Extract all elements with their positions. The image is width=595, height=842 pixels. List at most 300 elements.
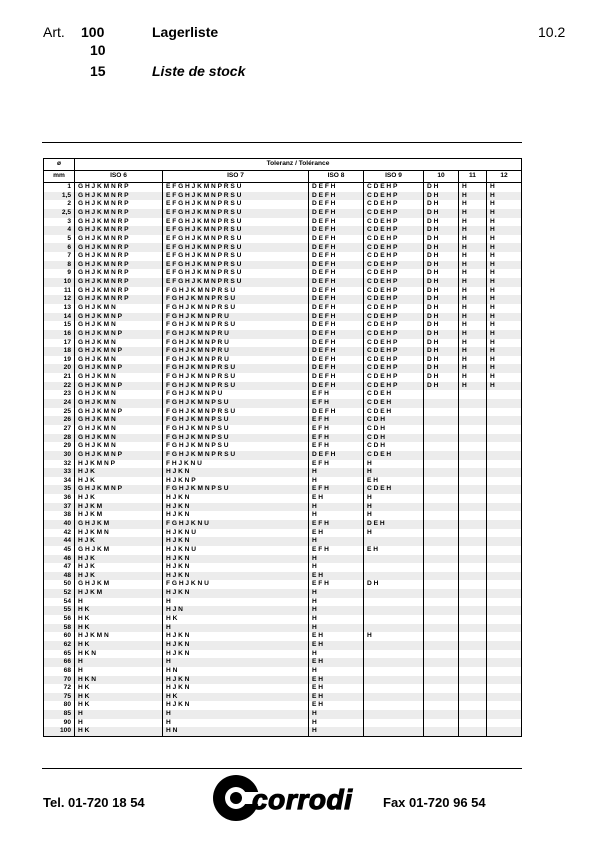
- cell-it11: [459, 485, 487, 494]
- cell-iso9: D H: [364, 580, 424, 589]
- cell-it10: D H: [424, 200, 459, 209]
- cell-iso6: G H J K M N P: [75, 451, 163, 460]
- cell-it10: [424, 676, 459, 685]
- title-de: Lagerliste: [152, 24, 219, 40]
- cell-iso6: H J K M: [75, 503, 163, 512]
- cell-iso8: D E F H: [309, 382, 364, 391]
- cell-it12: [487, 727, 522, 736]
- cell-it11: H: [459, 218, 487, 227]
- cell-it10: [424, 485, 459, 494]
- cell-diameter: 45: [44, 546, 75, 555]
- cell-iso8: E F H: [309, 416, 364, 425]
- cell-diameter: 38: [44, 511, 75, 520]
- cell-diameter: 18: [44, 347, 75, 356]
- cell-diameter: 70: [44, 676, 75, 685]
- cell-it12: H: [487, 269, 522, 278]
- cell-it10: D H: [424, 243, 459, 252]
- cell-iso8: D E F H: [309, 373, 364, 382]
- cell-iso6: H K: [75, 615, 163, 624]
- cell-it12: H: [487, 321, 522, 330]
- cell-iso6: G H J K M N: [75, 390, 163, 399]
- table-row: [44, 434, 522, 443]
- cell-iso7: F G H J K M N P R S U: [163, 451, 309, 460]
- cell-it12: [487, 589, 522, 598]
- cell-iso7: E F G H J K M N P R S U: [163, 209, 309, 218]
- cell-iso8: D E F H: [309, 356, 364, 365]
- cell-iso9: H: [364, 494, 424, 503]
- table-row: [44, 425, 522, 434]
- cell-it12: H: [487, 192, 522, 201]
- cell-it12: H: [487, 226, 522, 235]
- cell-it12: [487, 615, 522, 624]
- cell-iso6: G H J K M N R P: [75, 261, 163, 270]
- cell-it11: [459, 529, 487, 538]
- cell-diameter: 44: [44, 537, 75, 546]
- cell-it10: [424, 563, 459, 572]
- page-ref: 10.2: [538, 24, 566, 40]
- cell-iso6: H K: [75, 684, 163, 693]
- cell-iso8: D E F H: [309, 183, 364, 192]
- table-row: [44, 572, 522, 581]
- cell-iso9: H: [364, 511, 424, 520]
- cell-it11: [459, 477, 487, 486]
- cell-iso9: C D H: [364, 434, 424, 443]
- cell-iso9: C D E H P: [364, 295, 424, 304]
- cell-diameter: 58: [44, 624, 75, 633]
- cell-diameter: 34: [44, 477, 75, 486]
- cell-iso7: F G H J K M N P R U: [163, 339, 309, 348]
- cell-it10: [424, 684, 459, 693]
- cell-diameter: 26: [44, 416, 75, 425]
- cell-iso6: H K: [75, 624, 163, 633]
- cell-iso7: H: [163, 598, 309, 607]
- cell-it11: H: [459, 373, 487, 382]
- table-row: [44, 589, 522, 598]
- cell-iso9: C D E H: [364, 399, 424, 408]
- cell-iso8: D E F H: [309, 226, 364, 235]
- cell-iso8: E H: [309, 572, 364, 581]
- cell-iso9: C D E H P: [364, 313, 424, 322]
- cell-iso8: H: [309, 650, 364, 659]
- cell-diameter: 60: [44, 632, 75, 641]
- table-row: [44, 226, 522, 235]
- cell-iso8: H: [309, 667, 364, 676]
- cell-iso9: C D E H P: [364, 382, 424, 391]
- cell-iso7: E F G H J K M N P R S U: [163, 269, 309, 278]
- cell-it10: [424, 693, 459, 702]
- cell-it10: [424, 632, 459, 641]
- cell-it12: [487, 485, 522, 494]
- cell-iso9: [364, 555, 424, 564]
- cell-iso7: F G H J K M N P U: [163, 390, 309, 399]
- top-rule: [42, 142, 522, 143]
- table-row: [44, 710, 522, 719]
- cell-diameter: 11: [44, 287, 75, 296]
- cell-diameter: 100: [44, 727, 75, 736]
- cell-it12: [487, 503, 522, 512]
- cell-iso9: C D E H P: [364, 364, 424, 373]
- cell-iso6: H J K: [75, 563, 163, 572]
- cell-iso8: H: [309, 624, 364, 633]
- cell-iso6: G H J K M N P: [75, 382, 163, 391]
- cell-iso7: H J K N: [163, 684, 309, 693]
- cell-it11: H: [459, 382, 487, 391]
- cell-iso7: H: [163, 710, 309, 719]
- cell-iso8: D E F H: [309, 347, 364, 356]
- cell-diameter: 68: [44, 667, 75, 676]
- cell-iso7: E F G H J K M N P R S U: [163, 183, 309, 192]
- cell-iso6: G H J K M N R P: [75, 287, 163, 296]
- cell-iso9: C D E H P: [364, 347, 424, 356]
- cell-diameter: 35: [44, 485, 75, 494]
- cell-it12: [487, 606, 522, 615]
- cell-it12: [487, 693, 522, 702]
- cell-iso8: E F H: [309, 425, 364, 434]
- cell-it10: D H: [424, 269, 459, 278]
- cell-it11: [459, 658, 487, 667]
- cell-it12: H: [487, 339, 522, 348]
- cell-iso9: H: [364, 632, 424, 641]
- cell-it12: [487, 468, 522, 477]
- cell-iso6: G H J K M N R P: [75, 243, 163, 252]
- table-row: [44, 537, 522, 546]
- cell-iso8: D E F H: [309, 192, 364, 201]
- cell-it11: [459, 632, 487, 641]
- cell-it10: [424, 572, 459, 581]
- cell-it11: [459, 580, 487, 589]
- cell-iso7: F G H J K M N P S U: [163, 399, 309, 408]
- cell-iso7: H J K N: [163, 511, 309, 520]
- cell-diameter: 17: [44, 339, 75, 348]
- cell-iso7: H J K N: [163, 503, 309, 512]
- cell-diameter: 56: [44, 615, 75, 624]
- cell-iso6: G H J K M N R P: [75, 226, 163, 235]
- table-row: [44, 555, 522, 564]
- cell-iso6: H J K M N P: [75, 460, 163, 469]
- cell-it11: H: [459, 313, 487, 322]
- table-row: [44, 650, 522, 659]
- cell-iso6: G H J K M N: [75, 304, 163, 313]
- cell-iso7: H J K N U: [163, 546, 309, 555]
- cell-diameter: 36: [44, 494, 75, 503]
- cell-iso7: H: [163, 719, 309, 728]
- cell-iso6: H J K M: [75, 511, 163, 520]
- fax: Fax 01-720 96 54: [383, 795, 486, 810]
- cell-diameter: 80: [44, 701, 75, 710]
- cell-it11: H: [459, 226, 487, 235]
- cell-it11: [459, 719, 487, 728]
- cell-it12: H: [487, 200, 522, 209]
- cell-iso7: F G H J K M N P S U: [163, 416, 309, 425]
- cell-it10: [424, 399, 459, 408]
- cell-iso7: E F G H J K M N P R S U: [163, 235, 309, 244]
- cell-iso7: E F G H J K M N P R S U: [163, 252, 309, 261]
- cell-iso7: H: [163, 658, 309, 667]
- cell-it10: [424, 434, 459, 443]
- cell-it12: [487, 442, 522, 451]
- cell-it12: [487, 624, 522, 633]
- cell-diameter: 19: [44, 356, 75, 365]
- cell-diameter: 7: [44, 252, 75, 261]
- cell-it11: [459, 572, 487, 581]
- table-row: [44, 701, 522, 710]
- cell-iso9: C D E H P: [364, 243, 424, 252]
- cell-it12: [487, 598, 522, 607]
- cell-iso8: D E F H: [309, 321, 364, 330]
- cell-diameter: 16: [44, 330, 75, 339]
- cell-iso9: [364, 719, 424, 728]
- cell-it11: H: [459, 269, 487, 278]
- cell-iso6: H: [75, 710, 163, 719]
- cell-it10: [424, 416, 459, 425]
- cell-iso9: [364, 563, 424, 572]
- cell-diameter: 32: [44, 460, 75, 469]
- cell-iso8: E F H: [309, 580, 364, 589]
- cell-it12: [487, 710, 522, 719]
- cell-iso8: H: [309, 589, 364, 598]
- cell-it12: H: [487, 287, 522, 296]
- cell-diameter: 1: [44, 183, 75, 192]
- cell-diameter: 22: [44, 382, 75, 391]
- cell-iso6: G H J K M N R P: [75, 295, 163, 304]
- cell-iso7: H N: [163, 727, 309, 736]
- cell-iso6: H: [75, 667, 163, 676]
- cell-iso6: G H J K M N R P: [75, 192, 163, 201]
- cell-iso6: G H J K M N R P: [75, 200, 163, 209]
- cell-iso8: D E F H: [309, 339, 364, 348]
- cell-iso8: D E F H: [309, 451, 364, 460]
- cell-iso9: C D E H P: [364, 339, 424, 348]
- cell-iso9: E H: [364, 546, 424, 555]
- cell-it11: H: [459, 209, 487, 218]
- cell-it10: D H: [424, 356, 459, 365]
- cell-it11: [459, 511, 487, 520]
- cell-iso8: E H: [309, 632, 364, 641]
- cell-it10: D H: [424, 192, 459, 201]
- cell-it12: H: [487, 252, 522, 261]
- cell-iso8: H: [309, 719, 364, 728]
- cell-it10: D H: [424, 235, 459, 244]
- cell-iso7: F G H J K M N P R S U: [163, 373, 309, 382]
- cell-it11: [459, 589, 487, 598]
- cell-iso6: G H J K M N: [75, 425, 163, 434]
- cell-it10: [424, 460, 459, 469]
- cell-diameter: 46: [44, 555, 75, 564]
- cell-iso6: H K: [75, 693, 163, 702]
- cell-it12: [487, 416, 522, 425]
- cell-iso7: F G H J K M N P R S U: [163, 287, 309, 296]
- cell-iso7: H J K N: [163, 650, 309, 659]
- cell-iso8: D E F H: [309, 313, 364, 322]
- cell-iso9: [364, 667, 424, 676]
- cell-diameter: 3: [44, 218, 75, 227]
- cell-it11: [459, 701, 487, 710]
- cell-iso7: F G H J K M N P S U: [163, 434, 309, 443]
- cell-diameter: 42: [44, 529, 75, 538]
- cell-iso6: H J K: [75, 537, 163, 546]
- cell-iso7: E F G H J K M N P R S U: [163, 278, 309, 287]
- cell-it11: H: [459, 339, 487, 348]
- cell-iso9: H: [364, 529, 424, 538]
- cell-iso8: H: [309, 555, 364, 564]
- cell-iso8: E F H: [309, 434, 364, 443]
- cell-iso8: E F H: [309, 546, 364, 555]
- cell-it12: H: [487, 356, 522, 365]
- cell-iso9: C D E H: [364, 390, 424, 399]
- cell-iso6: G H J K M N: [75, 339, 163, 348]
- cell-iso9: C D E H P: [364, 269, 424, 278]
- cell-it12: [487, 658, 522, 667]
- cell-iso6: G H J K M N R P: [75, 183, 163, 192]
- table-row: [44, 356, 522, 365]
- cell-iso6: H K: [75, 606, 163, 615]
- cell-iso7: F G H J K M N P R S U: [163, 382, 309, 391]
- cell-iso7: H J N: [163, 606, 309, 615]
- table-row: [44, 563, 522, 572]
- table-row: [44, 520, 522, 529]
- cell-it12: [487, 537, 522, 546]
- cell-diameter: 55: [44, 606, 75, 615]
- cell-it11: H: [459, 347, 487, 356]
- stock-table-body: [44, 183, 522, 737]
- cell-diameter: 62: [44, 641, 75, 650]
- cell-iso7: H N: [163, 667, 309, 676]
- table-row: [44, 269, 522, 278]
- cell-iso8: D E F H: [309, 304, 364, 313]
- cell-iso7: F G H J K N U: [163, 580, 309, 589]
- cell-iso9: C D E H P: [364, 373, 424, 382]
- cell-iso9: C D E H: [364, 485, 424, 494]
- cell-iso9: [364, 693, 424, 702]
- table-row: [44, 442, 522, 451]
- cell-it10: D H: [424, 226, 459, 235]
- cell-iso7: H J K N: [163, 632, 309, 641]
- cell-iso8: E F H: [309, 390, 364, 399]
- cell-iso9: H: [364, 460, 424, 469]
- cell-iso9: [364, 727, 424, 736]
- table-row: [44, 408, 522, 417]
- cell-it12: [487, 650, 522, 659]
- cell-diameter: 72: [44, 684, 75, 693]
- cell-iso8: E H: [309, 693, 364, 702]
- cell-iso9: C D E H P: [364, 261, 424, 270]
- cell-it10: D H: [424, 313, 459, 322]
- cell-iso7: F G H J K M N P R S U: [163, 295, 309, 304]
- cell-iso6: H: [75, 598, 163, 607]
- cell-it10: D H: [424, 183, 459, 192]
- cell-it11: [459, 442, 487, 451]
- telephone: Tel. 01-720 18 54: [43, 795, 145, 810]
- cell-iso8: H: [309, 477, 364, 486]
- cell-iso6: G H J K M N P: [75, 330, 163, 339]
- cell-it11: [459, 537, 487, 546]
- group-header-iso8: ISO 8: [309, 171, 364, 183]
- cell-iso6: H J K: [75, 477, 163, 486]
- cell-it11: [459, 399, 487, 408]
- cell-iso6: G H J K M: [75, 546, 163, 555]
- table-row: [44, 218, 522, 227]
- cell-it10: D H: [424, 261, 459, 270]
- cell-iso6: G H J K M: [75, 520, 163, 529]
- table-row: [44, 658, 522, 667]
- cell-iso6: H J K M N: [75, 529, 163, 538]
- cell-it12: [487, 684, 522, 693]
- cell-iso8: E F H: [309, 520, 364, 529]
- cell-diameter: 1,5: [44, 192, 75, 201]
- cell-diameter: 25: [44, 408, 75, 417]
- cell-iso6: G H J K M N R P: [75, 278, 163, 287]
- cell-iso7: F G H J K M N P R U: [163, 330, 309, 339]
- cell-diameter: 6: [44, 243, 75, 252]
- cell-iso6: G H J K M: [75, 580, 163, 589]
- cell-iso9: C D H: [364, 442, 424, 451]
- cell-iso6: G H J K M N: [75, 373, 163, 382]
- cell-iso6: G H J K M N: [75, 434, 163, 443]
- cell-diameter: 75: [44, 693, 75, 702]
- cell-it11: [459, 641, 487, 650]
- cell-it11: [459, 390, 487, 399]
- cell-iso7: F G H J K M N P R S U: [163, 364, 309, 373]
- cell-iso6: G H J K M N P: [75, 485, 163, 494]
- cell-it12: H: [487, 218, 522, 227]
- cell-diameter: 13: [44, 304, 75, 313]
- group-header-iso6: ISO 6: [75, 171, 163, 183]
- cell-iso9: H: [364, 468, 424, 477]
- cell-it12: H: [487, 347, 522, 356]
- cell-iso7: E F G H J K M N P R S U: [163, 192, 309, 201]
- cell-iso7: F G H J K M N P S U: [163, 485, 309, 494]
- cell-iso7: H J K N: [163, 537, 309, 546]
- cell-it10: [424, 390, 459, 399]
- group-header-iso9: ISO 9: [364, 171, 424, 183]
- table-row: [44, 304, 522, 313]
- corrodi-logo: [212, 773, 357, 823]
- cell-iso9: C D E H P: [364, 192, 424, 201]
- table-row: [44, 632, 522, 641]
- cell-it11: [459, 710, 487, 719]
- cell-iso8: E H: [309, 676, 364, 685]
- table-row: [44, 347, 522, 356]
- cell-it12: [487, 641, 522, 650]
- table-row: [44, 278, 522, 287]
- cell-it10: D H: [424, 304, 459, 313]
- cell-it11: [459, 650, 487, 659]
- art-number-15: 15: [90, 63, 106, 79]
- cell-it11: [459, 624, 487, 633]
- cell-iso7: H: [163, 624, 309, 633]
- table-row: [44, 460, 522, 469]
- cell-it12: [487, 667, 522, 676]
- cell-it12: [487, 572, 522, 581]
- cell-it12: [487, 494, 522, 503]
- cell-iso8: H: [309, 710, 364, 719]
- table-row: [44, 546, 522, 555]
- cell-iso8: H: [309, 468, 364, 477]
- cell-it12: [487, 701, 522, 710]
- cell-diameter: 21: [44, 373, 75, 382]
- cell-it11: H: [459, 252, 487, 261]
- cell-it12: [487, 390, 522, 399]
- cell-iso6: H J K: [75, 494, 163, 503]
- cell-iso7: H J K N: [163, 676, 309, 685]
- cell-it12: [487, 425, 522, 434]
- cell-it11: H: [459, 287, 487, 296]
- cell-it12: H: [487, 278, 522, 287]
- cell-it12: H: [487, 304, 522, 313]
- cell-it12: H: [487, 209, 522, 218]
- cell-it12: [487, 511, 522, 520]
- table-row: [44, 330, 522, 339]
